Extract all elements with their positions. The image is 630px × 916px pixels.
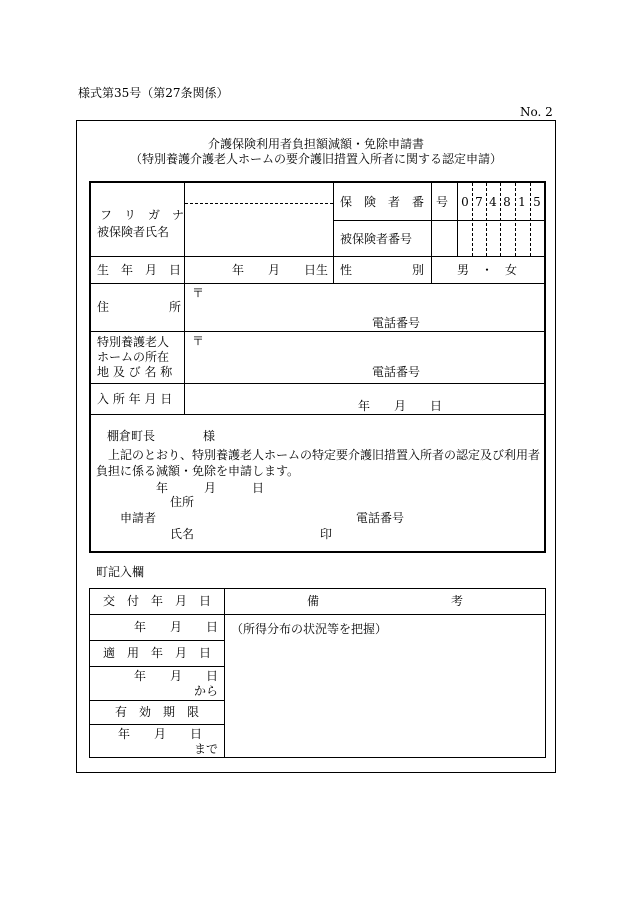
apply-date-value[interactable]: 年 月 日 <box>134 669 219 683</box>
remarks-value: （所得分布の状況等を把握） <box>231 622 388 636</box>
issue-date-label: 交 付 年 月 日 <box>102 594 211 608</box>
facility-phone-label: 電話番号 <box>372 365 421 379</box>
statement-line-2: 負担に係る減額・免除を申請します。 <box>96 464 300 478</box>
applicant-name-label: 氏名 <box>170 527 195 541</box>
application-date[interactable]: 年 月 日 <box>156 481 265 495</box>
form-number: 様式第35号（第27条関係） <box>78 86 229 100</box>
insured-name-field[interactable] <box>186 205 332 255</box>
apply-from: から <box>194 684 219 698</box>
office-section-label: 町記入欄 <box>96 565 145 579</box>
insured-number-field[interactable] <box>458 222 544 255</box>
addressee: 棚倉町長 様 <box>107 429 216 443</box>
statement-line-1: 上記のとおり、特別養護老人ホームの特定要介護旧措置入所者の認定及び利用者 <box>108 448 541 462</box>
insurer-digit-6: 5 <box>533 195 541 209</box>
birth-date-value[interactable]: 年 月 日生 <box>232 263 329 277</box>
insurer-digit-1: 0 <box>461 195 469 209</box>
facility-label-1: 特別養護老人 <box>97 335 170 349</box>
apply-date-label: 適 用 年 月 日 <box>102 646 211 660</box>
remarks-label: 備 考 <box>306 594 463 608</box>
insured-name-label: 被保険者氏名 <box>97 225 170 239</box>
admission-date-value[interactable]: 年 月 日 <box>358 399 443 413</box>
gender-label: 性 別 <box>340 263 425 277</box>
insurer-digit-5: 1 <box>518 195 526 209</box>
furigana-field[interactable] <box>186 185 332 202</box>
admission-date-label: 入 所 年 月 日 <box>97 392 173 406</box>
facility-postal-mark: 〒 <box>192 334 205 348</box>
furigana-label: フ リ ガ ナ <box>100 208 185 222</box>
insurer-number-label: 保 険 者 番 号 <box>340 195 449 209</box>
form-subtitle: （特別養護介護老人ホームの要介護旧措置入所者に関する認定申請） <box>129 152 502 166</box>
insurer-digit-3: 4 <box>489 195 497 209</box>
applicant-label: 申請者 <box>120 511 157 525</box>
address-phone-label: 電話番号 <box>372 316 421 330</box>
gender-value[interactable]: 男 ・ 女 <box>457 263 518 277</box>
page-number: No. 2 <box>520 105 553 119</box>
issue-date-value[interactable]: 年 月 日 <box>134 620 219 634</box>
birth-date-label: 生 年 月 日 <box>97 263 182 277</box>
applicant-address-label: 住所 <box>170 495 195 509</box>
valid-until: まで <box>194 742 219 756</box>
insurer-digit-4: 8 <box>503 195 511 209</box>
form-title: 介護保険利用者負担額減額・免除申請書 <box>207 137 424 151</box>
applicant-phone-label: 電話番号 <box>356 511 405 525</box>
facility-label-3: 地 及 び 名 称 <box>97 365 173 379</box>
insured-number-label: 被保険者番号 <box>340 232 413 246</box>
insurer-digit-2: 7 <box>475 195 483 209</box>
address-label: 住 所 <box>97 300 182 314</box>
postal-mark: 〒 <box>192 286 205 300</box>
valid-period-value[interactable]: 年 月 日 <box>118 727 203 741</box>
valid-period-label: 有 効 期 限 <box>114 705 199 719</box>
seal-mark: 印 <box>320 527 333 541</box>
facility-label-2: ホームの所在 <box>97 350 170 364</box>
